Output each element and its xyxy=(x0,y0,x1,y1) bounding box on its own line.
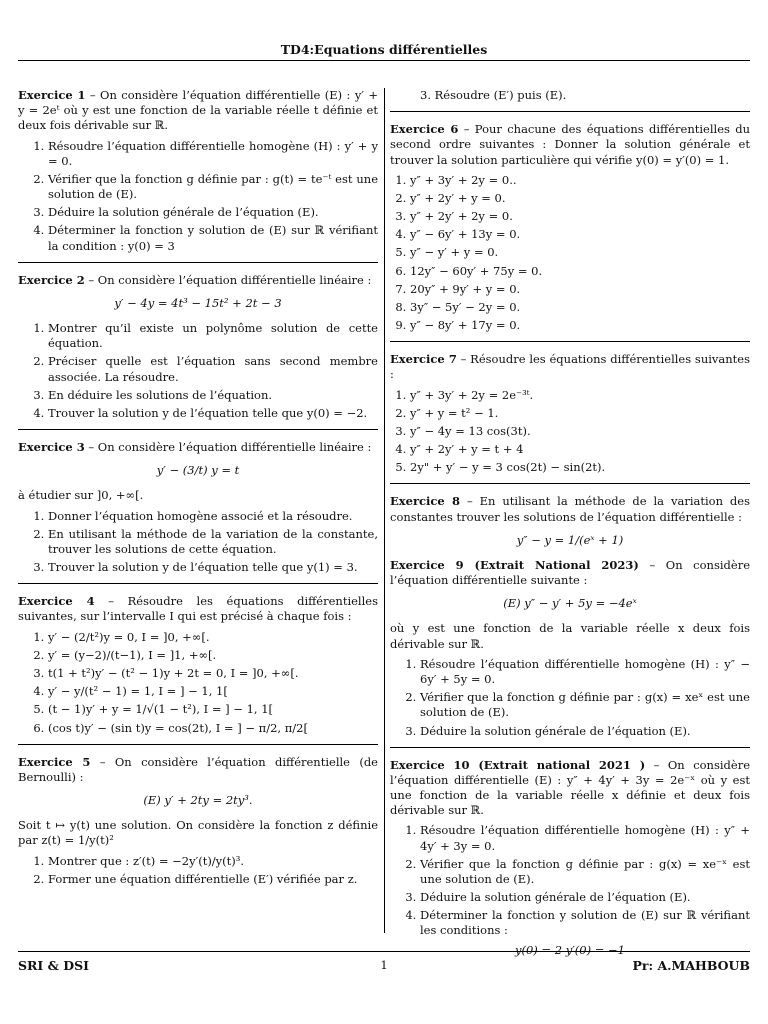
exercise-heading: Exercice 6 xyxy=(390,122,459,137)
display-formula: (E) y′ + 2ty = 2ty³. xyxy=(143,793,253,808)
exercise-separator xyxy=(18,744,378,745)
question-item: 4. Trouver la solution y de l’équation telle que y(0) = −2. xyxy=(48,406,378,421)
question-list xyxy=(390,823,750,938)
left-column xyxy=(18,88,378,893)
exercise-separator xyxy=(18,583,378,584)
exercise-intro: – On considère l’équation différentielle (de Bernoulli) : xyxy=(18,754,378,784)
exercise-intro: – On considère l’équation différentielle linéaire : xyxy=(88,440,372,455)
footer-rule xyxy=(18,951,750,952)
exercise-1 xyxy=(18,88,378,254)
question-item: 3. y″ + 2y′ + 2y = 0. xyxy=(410,209,750,224)
question-item: 4. y″ − 6y′ + 13y = 0. xyxy=(410,227,750,242)
exercise-intro: – Résoudre les équations différentielles suivantes, sur l’intervalle I qui est précisé à chaque fois : xyxy=(18,594,378,624)
exercise-7 xyxy=(390,352,750,475)
question-item: 2. y′ = (y−2)/(t−1), I = ]1, +∞[. xyxy=(48,648,378,663)
exercise-heading: Exercice 7 xyxy=(390,352,457,367)
question-item: 2. Former une équation différentielle (E′) vérifiée par z. xyxy=(48,872,378,887)
exercise-heading: Exercice 2 xyxy=(18,272,85,287)
exercise-5 xyxy=(18,755,378,887)
question-item: 6. (cos t)y′ − (sin t)y = cos(2t), I = ] − π/2, π/2[ xyxy=(48,721,378,736)
exercise-intro: – Résoudre les équations différentielles suivantes : xyxy=(390,352,750,382)
question-item: 3. En déduire les solutions de l’équation. xyxy=(48,388,378,403)
display-formula: y″ − y = 1/(eˣ + 1) xyxy=(516,532,624,547)
question-item: 5. (t − 1)y′ + y = 1/√(1 − t²), I = ] − 1, 1[ xyxy=(48,702,378,717)
exercise-separator xyxy=(390,111,750,112)
question-list xyxy=(18,630,378,736)
exercise-heading: Exercice 1 xyxy=(18,88,86,102)
column-separator xyxy=(384,88,385,933)
question-item: 5. 2y" + y′ − y = 3 cos(2t) − sin(2t). xyxy=(410,460,750,475)
question-item: 3. Déduire la solution générale de l’équation (E). xyxy=(48,205,378,220)
question-item: 8. 3y″ − 5y′ − 2y = 0. xyxy=(410,300,750,315)
exercise-10 xyxy=(390,758,750,958)
exercise-separator xyxy=(18,429,378,430)
display-formula: (E) y″ − y′ + 5y = −4eˣ xyxy=(503,596,637,611)
exercise-separator xyxy=(390,483,750,484)
exercise-separator xyxy=(390,341,750,342)
question-list xyxy=(18,139,378,254)
question-item: 5. y″ − y′ + y = 0. xyxy=(410,245,750,260)
continued-question-item: 3. Résoudre (E′) puis (E). xyxy=(420,88,567,102)
question-item: 3. Trouver la solution y de l’équation telle que y(1) = 3. xyxy=(48,560,378,575)
exercise-4 xyxy=(18,594,378,735)
question-item: 3. Déduire la solution générale de l’équation (E). xyxy=(420,890,750,905)
exercise-text: à étudier sur ]0, +∞[. xyxy=(18,488,144,503)
page-title: TD4:Equations différentielles xyxy=(280,42,488,57)
exercise-heading: Exercice 10 (Extrait national 2021 ) xyxy=(390,757,646,772)
display-formula: y′ − 4y = 4t³ − 15t² + 2t − 3 xyxy=(114,295,282,310)
exercise-9 xyxy=(390,558,750,739)
question-item: 4. y″ + 2y′ + y = t + 4 xyxy=(410,442,750,457)
question-item: 3. Déduire la solution générale de l’équation (E). xyxy=(420,724,750,739)
exercise-text: où y est une fonction de la variable réelle x deux fois dérivable sur ℝ. xyxy=(390,621,750,651)
question-item: 2. Vérifier que la fonction g définie par : g(x) = xe⁻ˣ est une solution de (E). xyxy=(420,857,750,887)
question-item: 1. y″ + 3y′ + 2y = 0.. xyxy=(410,173,750,188)
page-number: 1 xyxy=(380,958,388,972)
exercise-intro: – En utilisant la méthode de la variation des constantes trouver les solutions de l’équation différentielle : xyxy=(390,494,751,524)
right-column xyxy=(390,88,750,968)
question-item: 7. 20y″ + 9y′ + y = 0. xyxy=(410,282,750,297)
question-item: 2. Vérifier que la fonction g définie par : g(x) = xeˣ est une solution de (E). xyxy=(420,690,750,720)
exercise-8 xyxy=(390,494,750,548)
footer-left-label: SRI & DSI xyxy=(18,958,89,973)
question-item: 1. Donner l’équation homogène associé et la résoudre. xyxy=(48,509,378,524)
question-item: 1. Résoudre l’équation différentielle homogène (H) : y′ + y = 0. xyxy=(48,139,378,169)
question-item: 2. En utilisant la méthode de la variation de la constante, trouver les solutions de cette équation. xyxy=(48,527,378,557)
question-item: 2. Préciser quelle est l’équation sans second membre associée. La résoudre. xyxy=(48,354,378,384)
footer-author: Pr: A.MAHBOUB xyxy=(632,958,750,973)
question-item: 1. Résoudre l’équation différentielle homogène (H) : y″ + 4y′ + 3y = 0. xyxy=(420,823,750,853)
exercise-intro: – Pour chacune des équations différentielles du second ordre suivantes : Donner la solution générale et trouver la solution particulière qui vérifie y(0) = y′(0) = 1. xyxy=(390,122,750,167)
question-item: 4. Déterminer la fonction y solution de (E) sur ℝ vérifiant la condition : y(0) = 3 xyxy=(48,223,378,253)
question-item: 3. t(1 + t²)y′ − (t² − 1)y + 2t = 0, I = ]0, +∞[. xyxy=(48,666,378,681)
question-list xyxy=(18,854,378,887)
exercise-6 xyxy=(390,122,750,333)
exercise-heading: Exercice 5 xyxy=(18,754,91,769)
header-rule xyxy=(18,60,750,61)
exercise-heading: Exercice 3 xyxy=(18,440,85,455)
question-item: 2. Vérifier que la fonction g définie par : g(t) = te⁻ᵗ est une solution de (E). xyxy=(48,172,378,202)
question-item: 1. Résoudre l’équation différentielle homogène (H) : y″ − 6y′ + 5y = 0. xyxy=(420,657,750,687)
exercise-heading: Exercice 9 (Extrait National 2023) xyxy=(390,557,639,572)
question-item: 2. y″ + y = t² − 1. xyxy=(410,406,750,421)
exercise-heading: Exercice 4 xyxy=(18,594,95,609)
question-list xyxy=(18,321,378,421)
exercise-intro: – On considère l’équation différentielle linéaire : xyxy=(88,272,372,287)
exercise-intro: – On considère l’équation différentielle suivante : xyxy=(390,557,750,588)
question-item: 4. Déterminer la fonction y solution de (E) sur ℝ vérifiant les conditions : xyxy=(420,908,750,938)
question-item: 1. Montrer qu’il existe un polynôme solution de cette équation. xyxy=(48,321,378,351)
exercise-intro: – On considère l’équation différentielle (E) : y′ + y = 2eᵗ où y est une fonction de la variable réelle t définie et deux fois dérivable sur ℝ. xyxy=(18,88,378,133)
question-list xyxy=(390,173,750,334)
exercise-3 xyxy=(18,440,378,575)
exercise-2 xyxy=(18,273,378,421)
question-list xyxy=(390,388,750,476)
exercise-separator xyxy=(390,747,750,748)
question-list xyxy=(390,657,750,739)
question-list xyxy=(18,509,378,576)
question-item: 2. y″ + 2y′ + y = 0. xyxy=(410,191,750,206)
question-item: 9. y″ − 8y′ + 17y = 0. xyxy=(410,318,750,333)
question-item: 6. 12y″ − 60y′ + 75y = 0. xyxy=(410,264,750,279)
question-item: 1. y″ + 3y′ + 2y = 2e⁻³ᵗ. xyxy=(410,388,750,403)
exercise-heading: Exercice 8 xyxy=(390,494,460,509)
question-item: 4. y′ − y/(t² − 1) = 1, I = ] − 1, 1[ xyxy=(48,684,378,699)
display-formula: y(0) = 2 y′(0) = −1 xyxy=(514,942,625,957)
exercise-separator xyxy=(18,262,378,263)
question-item: 3. y″ − 4y = 13 cos(3t). xyxy=(410,424,750,439)
display-formula: y′ − (3/t) y = t xyxy=(156,463,240,478)
question-item: 1. y′ − (2/t²)y = 0, I = ]0, +∞[. xyxy=(48,630,378,645)
exercise-intro: – On considère l’équation différentielle (E) : y″ + 4y′ + 3y = 2e⁻ˣ où y est une fonction de la variable réelle x définie et deux fois dérivable sur ℝ. xyxy=(390,757,751,818)
question-item: 1. Montrer que : z′(t) = −2y′(t)/y(t)³. xyxy=(48,854,378,869)
exercise-text: Soit t ↦ y(t) une solution. On considère la fonction z définie par z(t) = 1/y(t)² xyxy=(18,818,378,848)
